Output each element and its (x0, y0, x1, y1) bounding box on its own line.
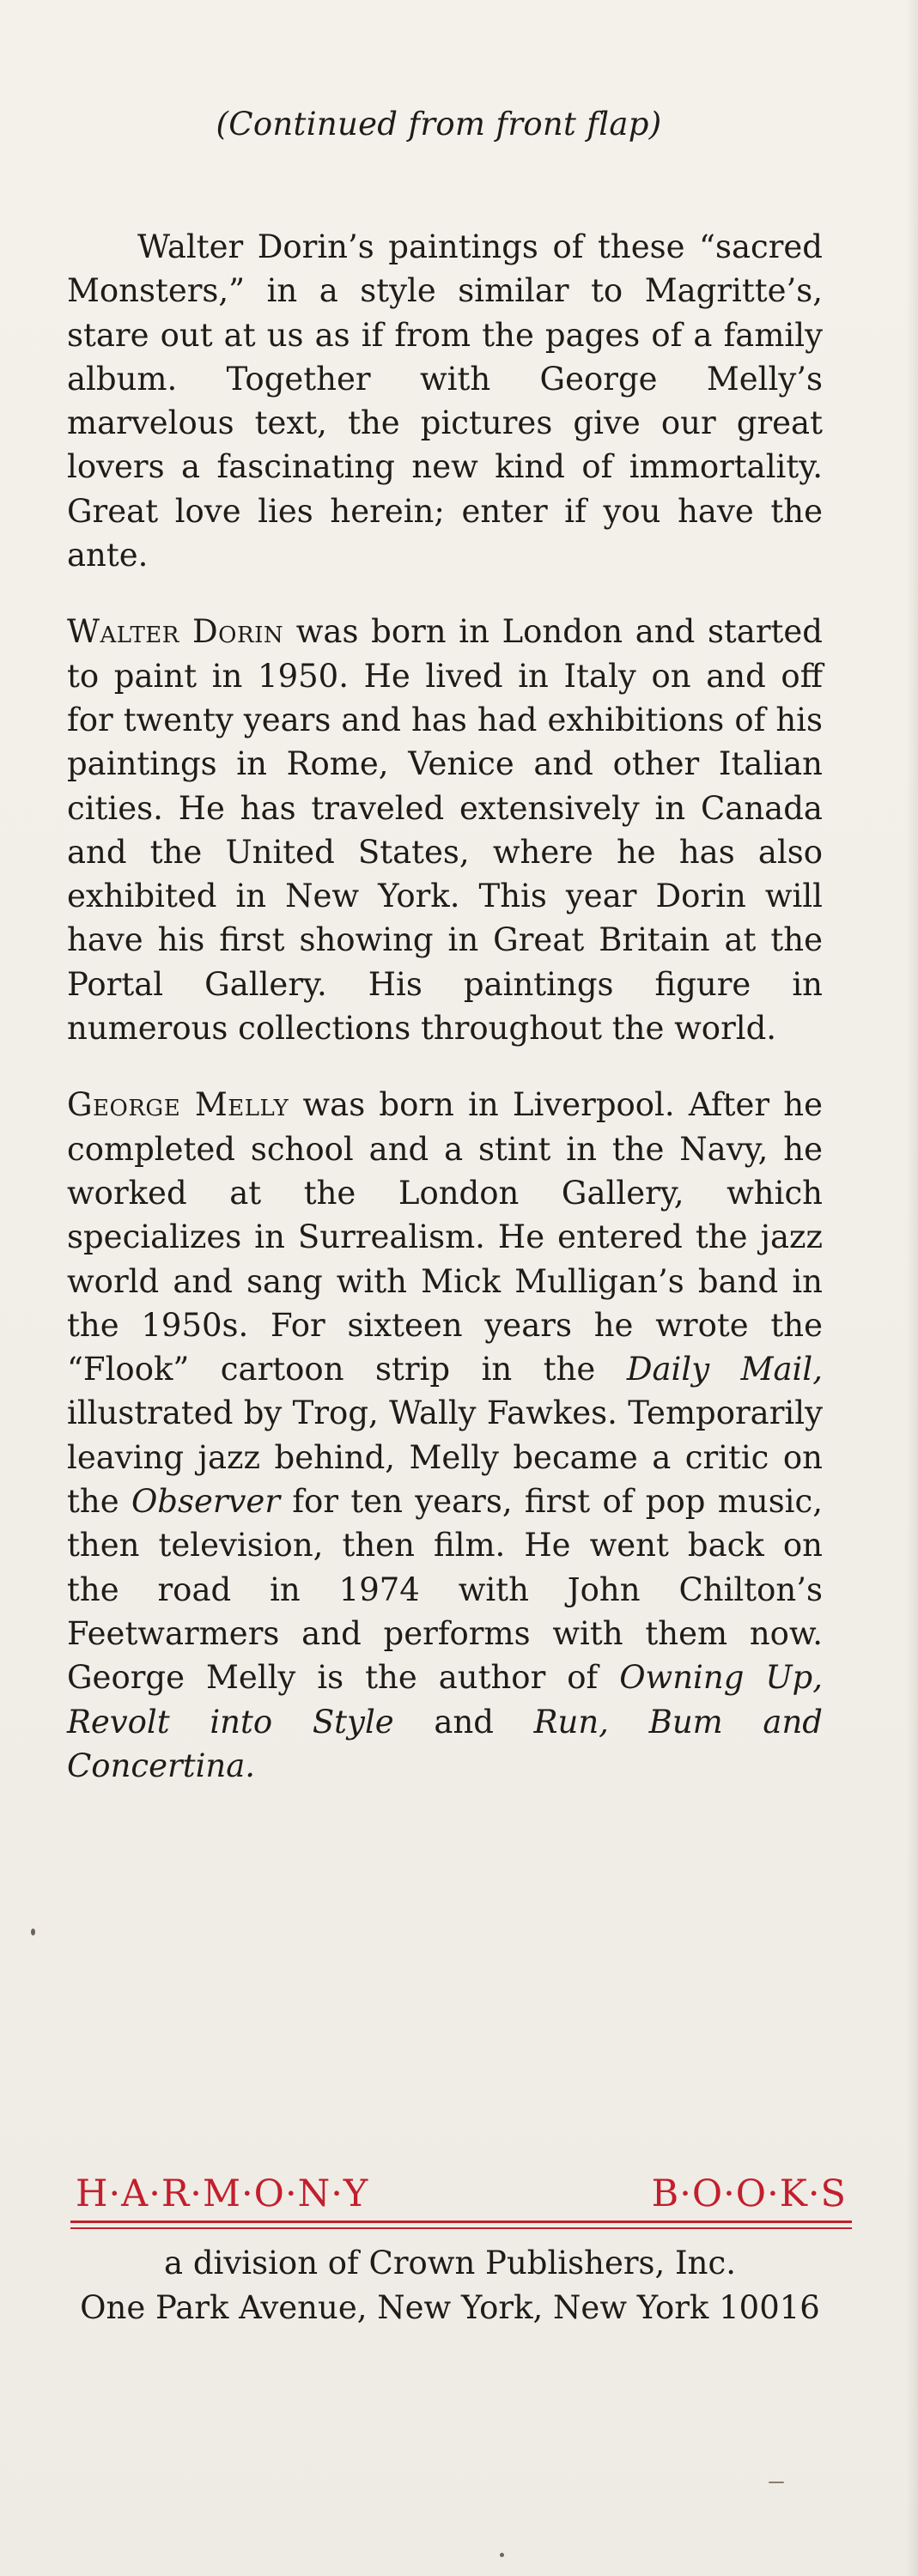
logo-letter: N (297, 2172, 331, 2215)
walter-dorin-name: Walter Dorin (67, 613, 284, 651)
observer-title: Observer (131, 1483, 281, 1521)
logo-dot: · (723, 2172, 736, 2215)
logo-dot: · (149, 2172, 161, 2215)
george-melly-bio-text-c: for ten years, first of pop music, then television, then film. He went back on the road in 1974 with John Chilton’s Feetwarmers and performs with them now. George Melly is the author of (67, 1483, 823, 1697)
logo-dot: · (679, 2172, 692, 2215)
logo-dot: · (108, 2172, 122, 2215)
george-melly-name: George Melly (67, 1086, 289, 1124)
publisher-block (70, 2172, 852, 2330)
george-melly-bio-text-a: was born in Liverpool. After he completed school and a stint in the Navy, he worked at the London Gallery, which specializes in Surrealism. He entered the jazz world and sang with Mick Mulligan’s band in the 1950s. For sixteen years he wrote the “Flook” cartoon strip in the (67, 1086, 823, 1388)
logo-letter: M (202, 2172, 241, 2215)
publisher-division: a division of Crown Publishers, Inc. (164, 2245, 736, 2281)
logo-dot: · (331, 2172, 343, 2215)
book-title-owning-up: Owning Up, Revolt into Style (67, 1659, 823, 1741)
publisher-word-harmony (76, 2172, 368, 2215)
george-melly-bio (67, 1083, 823, 1788)
logo-dot: · (767, 2172, 780, 2215)
logo-letter: O (691, 2172, 724, 2215)
paper-speck (31, 1929, 35, 1935)
book-title-run-bum: Run, Bum and Concertina. (67, 1703, 823, 1784)
intro-paragraph: Walter Dorin’s paintings of these “sacred Monsters,” in a style similar to Magritte’s, stare out at us as if from the pages of a family album. Together with George Melly’s marvelous text, the pictures give our great lovers a fascinating new kind of immortality. Great love lies herein; enter if you have the ante. (67, 228, 823, 574)
publisher-word-books (652, 2172, 847, 2215)
logo-dot: · (190, 2172, 203, 2215)
logo-dot: · (284, 2172, 298, 2215)
logo-dot: · (241, 2172, 254, 2215)
logo-letter: A (121, 2172, 149, 2215)
walter-dorin-bio-text: was born in London and started to paint in 1950. He lived in Italy on and off for twenty years and has had exhibitions of his paintings in Rome, Venice and other Italian cities. He has traveled extensively in Canada and the United States, where he has also exhibited in New York. This year Dorin will have his first showing in Great Britain at the Portal Gallery. His paintings figure in numerous collections throughout the world. (67, 613, 823, 1048)
logo-letter: S (820, 2172, 847, 2215)
george-melly-bio-text-b: illustrated by Trog, Wally Fawkes. Temporarily leaving jazz behind, Melly became a critic on the (67, 1394, 823, 1521)
logo-dot: · (807, 2172, 821, 2215)
walter-dorin-bio (67, 610, 823, 1050)
page-edge-shadow (906, 0, 918, 2576)
logo-letter: O (735, 2172, 768, 2215)
logo-letter: H (76, 2172, 109, 2215)
logo-letter: R (161, 2172, 191, 2215)
publisher-logotype (70, 2172, 852, 2215)
paper-speck (769, 2482, 784, 2483)
logo-letter: O (253, 2172, 285, 2215)
publisher-street-address: One Park Avenue, New York, New York 10016 (80, 2289, 820, 2326)
publisher-address (48, 2241, 852, 2330)
continued-note: (Continued from front flap) (216, 106, 662, 143)
publisher-rule-top (70, 2221, 852, 2223)
paper-speck (500, 2553, 504, 2557)
daily-mail-title: Daily Mail, (626, 1351, 823, 1388)
publisher-rule-bottom (70, 2227, 852, 2229)
logo-letter: K (779, 2172, 808, 2215)
logo-letter: B (651, 2172, 680, 2215)
logo-letter: Y (343, 2172, 369, 2215)
flap-text-column (67, 225, 823, 1820)
george-melly-bio-text-d: and (393, 1703, 534, 1741)
